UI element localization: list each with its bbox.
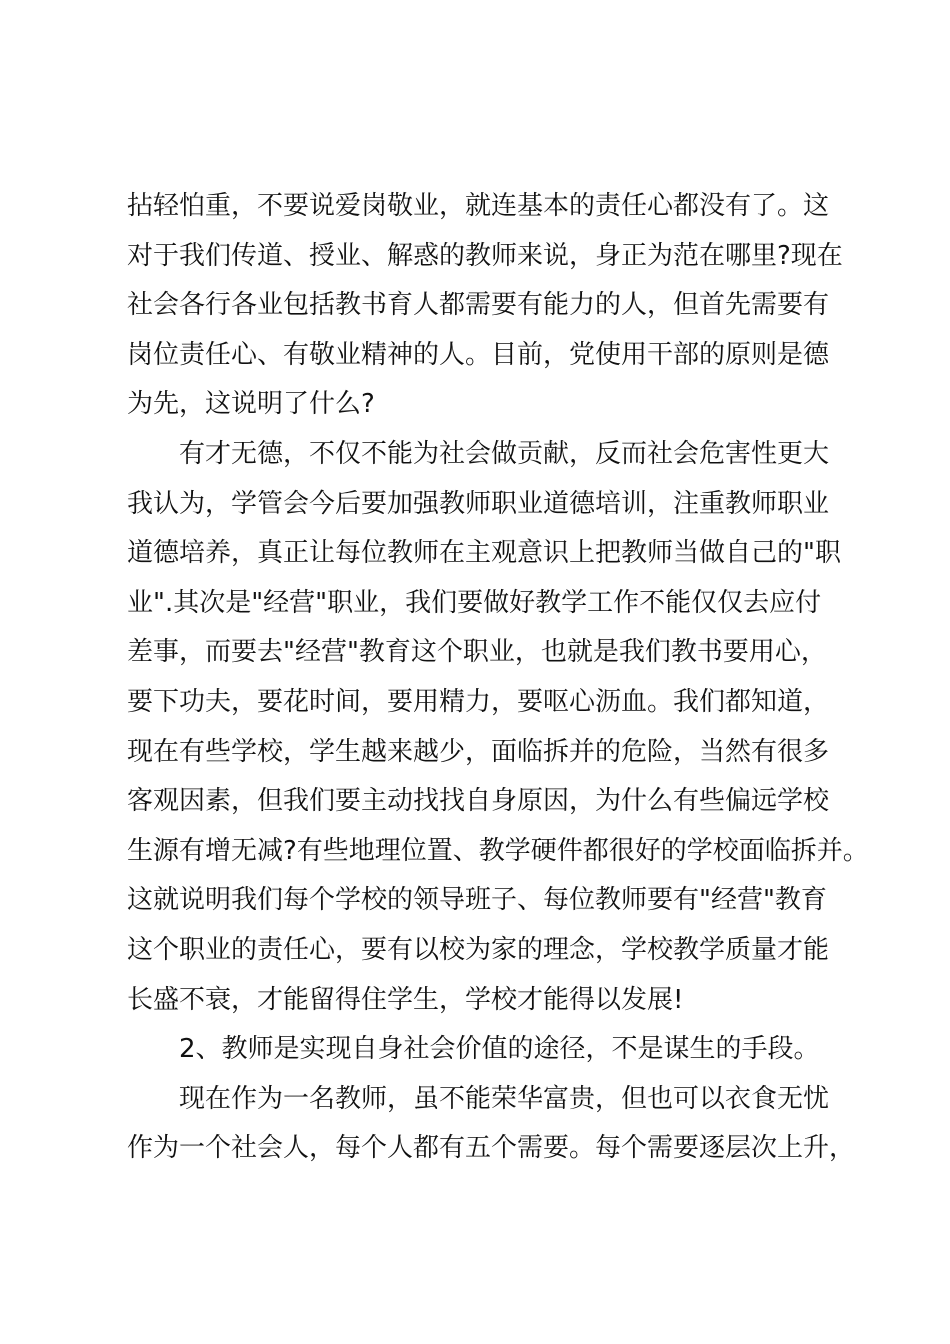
text-line-7: 我认为，学管会今后要加强教师职业道德培训，注重教师职业 [127, 488, 830, 519]
text-line-5: 为先，这说明了什么? [127, 389, 375, 420]
text-line-13: 客观因素，但我们要主动找找自身原因，为什么有些偏远学校 [127, 786, 830, 817]
text-line-17: 长盛不衰，才能留得住学生，学校才能得以发展! [127, 984, 684, 1015]
text-line-8: 道德培养，真正让每位教师在主观意识上把教师当做自己的"职 [127, 538, 841, 569]
text-line-2: 对于我们传道、授业、解惑的教师来说，身正为范在哪里?现在 [127, 240, 843, 271]
text-line-16: 这个职业的责任心，要有以校为家的理念，学校教学质量才能 [127, 934, 830, 965]
text-line-11: 要下功夫，要花时间，要用精力，要呕心沥血。我们都知道， [127, 686, 830, 717]
text-line-4: 岗位责任心、有敬业精神的人。目前，党使用干部的原则是德 [127, 339, 830, 370]
document-body [127, 182, 869, 1174]
text-line-20: 作为一个社会人，每个人都有五个需要。每个需要逐层次上升， [127, 1133, 856, 1164]
text-line-3: 社会各行各业包括教书育人都需要有能力的人，但首先需要有 [127, 290, 830, 321]
text-line-15: 这就说明我们每个学校的领导班子、每位教师要有"经营"教育 [127, 885, 827, 916]
text-line-12: 现在有些学校，学生越来越少，面临拆并的危险，当然有很多 [127, 736, 830, 767]
text-line-10: 差事，而要去"经营"教育这个职业，也就是我们教书要用心， [127, 637, 827, 668]
text-line-9: 业".其次是"经营"职业，我们要做好教学工作不能仅仅去应付 [127, 587, 822, 618]
text-line-19: 现在作为一名教师，虽不能荣华富贵，但也可以衣食无忧 [179, 1083, 830, 1114]
text-line-18: 2、教师是实现自身社会价值的途径，不是谋生的手段。 [179, 1034, 820, 1065]
text-line-1: 拈轻怕重，不要说爱岗敬业，就连基本的责任心都没有了。这 [127, 191, 830, 221]
text-line-6: 有才无德，不仅不能为社会做贡献，反而社会危害性更大 [179, 438, 830, 469]
text-line-14: 生源有增无减?有些地理位置、教学硬件都很好的学校面临拆并。 [127, 835, 869, 866]
